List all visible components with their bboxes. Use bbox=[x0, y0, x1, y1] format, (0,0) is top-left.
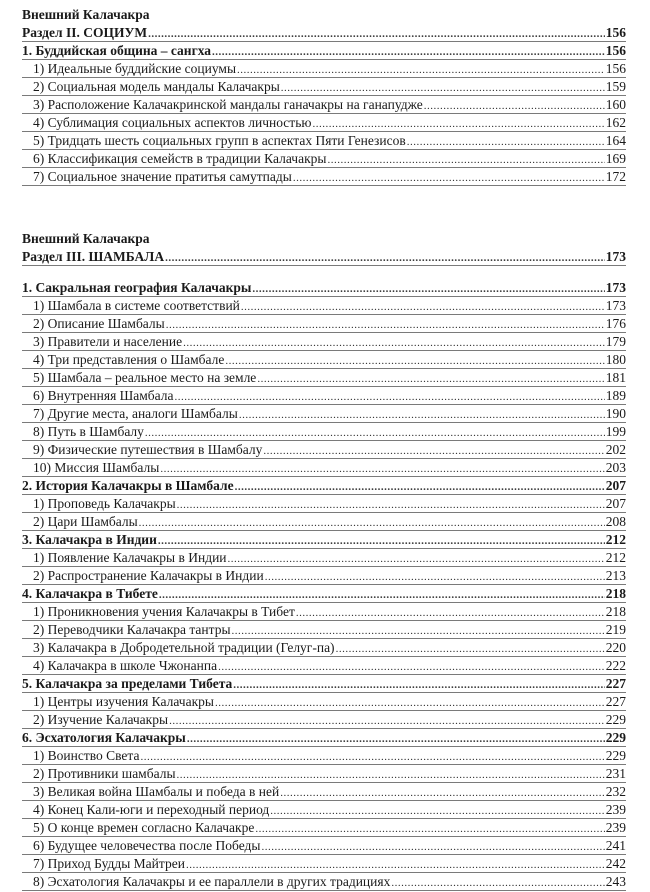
toc-entry-row-title: 2) Цари Шамбалы bbox=[33, 514, 138, 529]
toc-entry-row-title: 8) Путь в Шамбалу bbox=[33, 424, 144, 439]
chapter-row[interactable] bbox=[22, 729, 626, 747]
dot-leader bbox=[225, 352, 604, 370]
chapter-row[interactable] bbox=[22, 279, 626, 297]
toc-entry-row-title: 4) Конец Кали-юги и переходный период bbox=[33, 802, 270, 817]
toc-entry-row-title: 6) Внутренняя Шамбала bbox=[33, 388, 174, 403]
toc-entry-row[interactable] bbox=[22, 78, 626, 96]
dot-leader bbox=[336, 640, 605, 658]
dot-leader bbox=[139, 514, 605, 532]
toc-entry-row-title: 1) Идеальные буддийские социумы bbox=[33, 61, 237, 76]
dot-leader bbox=[215, 694, 605, 712]
chapter-row-title: 6. Эсхатология Калачакры bbox=[22, 730, 186, 745]
toc-entry-row-page: 160 bbox=[605, 97, 626, 112]
toc-entry-row-page: 207 bbox=[605, 496, 626, 511]
dot-leader bbox=[165, 249, 605, 267]
toc-entry-row[interactable] bbox=[22, 747, 626, 765]
chapter-row-page: 227 bbox=[605, 676, 626, 691]
toc-entry-row[interactable] bbox=[22, 150, 626, 168]
chapter-row-page: 218 bbox=[605, 586, 626, 601]
toc-entry-row-title: 4) Три представления о Шамбале bbox=[33, 352, 225, 367]
chapter-row[interactable] bbox=[22, 42, 626, 60]
toc-entry-row-title: 3) Великая война Шамбалы и победа в ней bbox=[33, 784, 280, 799]
toc-entry-row[interactable] bbox=[22, 369, 626, 387]
toc-entry-row-title: 4) Калачакра в школе Чжонанпа bbox=[33, 658, 218, 673]
toc-entry-row-page: 208 bbox=[605, 514, 626, 529]
toc-entry-row[interactable] bbox=[22, 783, 626, 801]
chapter-row-title: 1. Буддийская община – сангха bbox=[22, 43, 212, 58]
dot-leader bbox=[241, 298, 605, 316]
toc-entry-row-page: 203 bbox=[605, 460, 626, 475]
dot-leader bbox=[212, 43, 605, 61]
toc-entry-row-title: 2) Изучение Калачакры bbox=[33, 712, 169, 727]
toc-entry-row-page: 239 bbox=[605, 802, 626, 817]
toc-entry-row[interactable] bbox=[22, 459, 626, 477]
chapter-row[interactable] bbox=[22, 531, 626, 549]
toc-entry-row[interactable] bbox=[22, 549, 626, 567]
toc-entry-row-page: 159 bbox=[605, 79, 626, 94]
chapter-row-page: 212 bbox=[605, 532, 626, 547]
chapter-row[interactable] bbox=[22, 675, 626, 693]
toc-entry-row-title: 2) Распространение Калачакры в Индии bbox=[33, 568, 264, 583]
toc-entry-row-page: 176 bbox=[605, 316, 626, 331]
toc-entry-row-page: 220 bbox=[605, 640, 626, 655]
toc-entry-row[interactable] bbox=[22, 333, 626, 351]
dot-leader bbox=[233, 676, 605, 694]
dot-leader bbox=[159, 586, 605, 604]
dot-leader bbox=[175, 388, 605, 406]
toc-entry-row-title: 2) Противники шамбалы bbox=[33, 766, 176, 781]
dot-leader bbox=[280, 784, 605, 802]
dot-leader bbox=[239, 406, 605, 424]
toc-entry-row[interactable] bbox=[22, 405, 626, 423]
toc-entry-row-page: 222 bbox=[605, 658, 626, 673]
dot-leader bbox=[140, 748, 604, 766]
toc-entry-row-page: 242 bbox=[605, 856, 626, 871]
toc-entry-row-page: 218 bbox=[605, 604, 626, 619]
chapter-row[interactable] bbox=[22, 477, 626, 495]
toc-entry-row[interactable] bbox=[22, 567, 626, 585]
toc-entry-row-title: 8) Эсхатология Калачакры и ее параллели в других традициях bbox=[33, 874, 391, 889]
toc-entry-row-page: 162 bbox=[605, 115, 626, 130]
toc-entry-row-title: 9) Физические путешествия в Шамбалу bbox=[33, 442, 263, 457]
toc-entry-row-page: 180 bbox=[605, 352, 626, 367]
dot-leader bbox=[407, 133, 605, 151]
toc-entry-row-page: 227 bbox=[605, 694, 626, 709]
dot-leader bbox=[327, 151, 604, 169]
dot-leader bbox=[424, 97, 605, 115]
toc-entry-row-title: 1) Проповедь Калачакры bbox=[33, 496, 176, 511]
toc-section-socium bbox=[22, 6, 626, 186]
chapter-row-title: 2. История Калачакры в Шамбале bbox=[22, 478, 234, 493]
section-heading-row[interactable] bbox=[22, 248, 626, 266]
dot-leader bbox=[177, 496, 605, 514]
dot-leader bbox=[293, 169, 605, 187]
toc-entry-row[interactable] bbox=[22, 132, 626, 150]
toc-entry-row-title: 7) Социальное значение пратитья самутпады bbox=[33, 169, 292, 184]
toc-entry-row-page: 232 bbox=[605, 784, 626, 799]
toc-section-shambhala bbox=[22, 230, 626, 891]
dot-leader bbox=[270, 802, 604, 820]
toc-entry-row[interactable] bbox=[22, 114, 626, 132]
toc-entry-row-page: 179 bbox=[605, 334, 626, 349]
toc-entry-row-title: 6) Будущее человечества после Победы bbox=[33, 838, 261, 853]
toc-entry-row[interactable] bbox=[22, 495, 626, 513]
toc-entry-row[interactable] bbox=[22, 639, 626, 657]
dot-leader bbox=[187, 730, 605, 748]
section-heading-title: Раздел II. СОЦИУМ bbox=[22, 25, 148, 40]
toc-entry-row-page: 156 bbox=[605, 61, 626, 76]
toc-entry-row-title: 2) Переводчики Калачакра тантры bbox=[33, 622, 231, 637]
dot-leader bbox=[145, 424, 605, 442]
dot-leader bbox=[281, 79, 605, 97]
toc-entry-row-title: 2) Социальная модель мандалы Калачакры bbox=[33, 79, 280, 94]
dot-leader bbox=[158, 532, 605, 550]
toc-entry-row[interactable] bbox=[22, 60, 626, 78]
toc-entry-row-title: 5) Тридцать шесть социальных групп в аспектах Пяти Генезисов bbox=[33, 133, 406, 148]
toc-entry-row-title: 5) Шамбала – реальное место на земле bbox=[33, 370, 257, 385]
toc-entry-row-page: 202 bbox=[605, 442, 626, 457]
section-heading-row[interactable] bbox=[22, 24, 626, 42]
dot-leader bbox=[391, 874, 604, 892]
dot-leader bbox=[235, 478, 605, 496]
toc-entry-row[interactable] bbox=[22, 711, 626, 729]
toc-entry-row-page: 231 bbox=[605, 766, 626, 781]
part-title: Внешний Калачакра bbox=[22, 7, 150, 22]
chapter-row-title: 5. Калачакра за пределами Тибета bbox=[22, 676, 233, 691]
toc-entry-row[interactable] bbox=[22, 96, 626, 114]
dot-leader bbox=[261, 838, 604, 856]
dot-leader bbox=[232, 622, 605, 640]
toc-entry-row[interactable] bbox=[22, 765, 626, 783]
dot-leader bbox=[166, 316, 605, 334]
dot-leader bbox=[183, 334, 605, 352]
toc-entry-row-title: 1) Появление Калачакры в Индии bbox=[33, 550, 227, 565]
dot-leader bbox=[257, 370, 604, 388]
toc-entry-row-title: 7) Приход Будды Майтреи bbox=[33, 856, 185, 871]
toc-entry-row-page: 199 bbox=[605, 424, 626, 439]
toc-entry-row[interactable] bbox=[22, 693, 626, 711]
toc-entry-row[interactable] bbox=[22, 441, 626, 459]
dot-leader bbox=[169, 712, 605, 730]
toc-entry-row-page: 213 bbox=[605, 568, 626, 583]
chapter-row-page: 207 bbox=[605, 478, 626, 493]
chapter-row-page: 229 bbox=[605, 730, 626, 745]
chapter-row-title: 4. Калачакра в Тибете bbox=[22, 586, 158, 601]
toc-entry-row[interactable] bbox=[22, 387, 626, 405]
toc-entry-row-title: 5) О конце времен согласно Калачакре bbox=[33, 820, 255, 835]
dot-leader bbox=[186, 856, 605, 874]
toc-entry-row-page: 164 bbox=[605, 133, 626, 148]
dot-leader bbox=[312, 115, 604, 133]
toc-entry-row[interactable] bbox=[22, 801, 626, 819]
toc-entry-row-title: 4) Сублимация социальных аспектов личностью bbox=[33, 115, 312, 130]
toc-entry-row-page: 229 bbox=[605, 748, 626, 763]
toc-entry-row[interactable] bbox=[22, 873, 626, 891]
toc-entry-row[interactable] bbox=[22, 837, 626, 855]
toc-entry-row-title: 3) Калачакра в Добродетельной традиции (Гелуг-па) bbox=[33, 640, 335, 655]
toc-entry-row-page: 241 bbox=[605, 838, 626, 853]
toc-entry-row-title: 1) Воинство Света bbox=[33, 748, 140, 763]
toc-entry-row-page: 219 bbox=[605, 622, 626, 637]
toc-entry-row[interactable] bbox=[22, 603, 626, 621]
toc-entry-row-page: 172 bbox=[605, 169, 626, 184]
spacer bbox=[22, 266, 626, 279]
toc-entry-row-title: 3) Правители и население bbox=[33, 334, 183, 349]
chapter-row-title: 1. Сакральная география Калачакры bbox=[22, 280, 252, 295]
toc-entry-row-page: 181 bbox=[605, 370, 626, 385]
toc-entry-row-title: 1) Центры изучения Калачакры bbox=[33, 694, 214, 709]
section-heading-page: 173 bbox=[605, 249, 626, 264]
toc-entry-row-title: 1) Шамбала в системе соответствий bbox=[33, 298, 240, 313]
toc-entry-row[interactable] bbox=[22, 351, 626, 369]
toc-entry-row-page: 239 bbox=[605, 820, 626, 835]
chapter-row-page: 173 bbox=[605, 280, 626, 295]
dot-leader bbox=[255, 820, 604, 838]
toc-entry-row[interactable] bbox=[22, 168, 626, 186]
toc-entry-row-page: 212 bbox=[605, 550, 626, 565]
toc-entry-row-title: 3) Расположение Калачакринской мандалы ганачакры на ганапудже bbox=[33, 97, 423, 112]
dot-leader bbox=[252, 280, 604, 298]
part-title: Внешний Калачакра bbox=[22, 231, 150, 246]
chapter-row-title: 3. Калачакра в Индии bbox=[22, 532, 157, 547]
toc-entry-row[interactable] bbox=[22, 423, 626, 441]
toc-entry-row-title: 7) Другие места, аналоги Шамбалы bbox=[33, 406, 238, 421]
toc-entry-row[interactable] bbox=[22, 513, 626, 531]
toc-entry-row[interactable] bbox=[22, 621, 626, 639]
toc-entry-row[interactable] bbox=[22, 819, 626, 837]
dot-leader bbox=[265, 568, 605, 586]
dot-leader bbox=[296, 604, 605, 622]
dot-leader bbox=[160, 460, 604, 478]
toc-entry-row-page: 243 bbox=[605, 874, 626, 889]
dot-leader bbox=[228, 550, 605, 568]
toc-entry-row-title: 2) Описание Шамбалы bbox=[33, 316, 165, 331]
toc-entry-row[interactable] bbox=[22, 315, 626, 333]
toc-entry-row[interactable] bbox=[22, 657, 626, 675]
dot-leader bbox=[177, 766, 605, 784]
chapter-row[interactable] bbox=[22, 585, 626, 603]
dot-leader bbox=[237, 61, 605, 79]
section-heading-page: 156 bbox=[605, 25, 626, 40]
section-heading-title: Раздел III. ШАМБАЛА bbox=[22, 249, 165, 264]
toc-entry-row[interactable] bbox=[22, 855, 626, 873]
toc-entry-row-page: 173 bbox=[605, 298, 626, 313]
chapter-row-page: 156 bbox=[605, 43, 626, 58]
dot-leader bbox=[148, 25, 605, 43]
toc-entry-row-title: 1) Проникновения учения Калачакры в Тибет bbox=[33, 604, 295, 619]
toc-entry-row[interactable] bbox=[22, 297, 626, 315]
toc-entry-row-title: 10) Миссия Шамбалы bbox=[33, 460, 160, 475]
toc-entry-row-page: 190 bbox=[605, 406, 626, 421]
dot-leader bbox=[263, 442, 604, 460]
toc-entry-row-page: 189 bbox=[605, 388, 626, 403]
dot-leader bbox=[218, 658, 605, 676]
toc-entry-row-page: 169 bbox=[605, 151, 626, 166]
toc-entry-row-page: 229 bbox=[605, 712, 626, 727]
toc-entry-row-title: 6) Классификация семейств в традиции Калачакры bbox=[33, 151, 327, 166]
